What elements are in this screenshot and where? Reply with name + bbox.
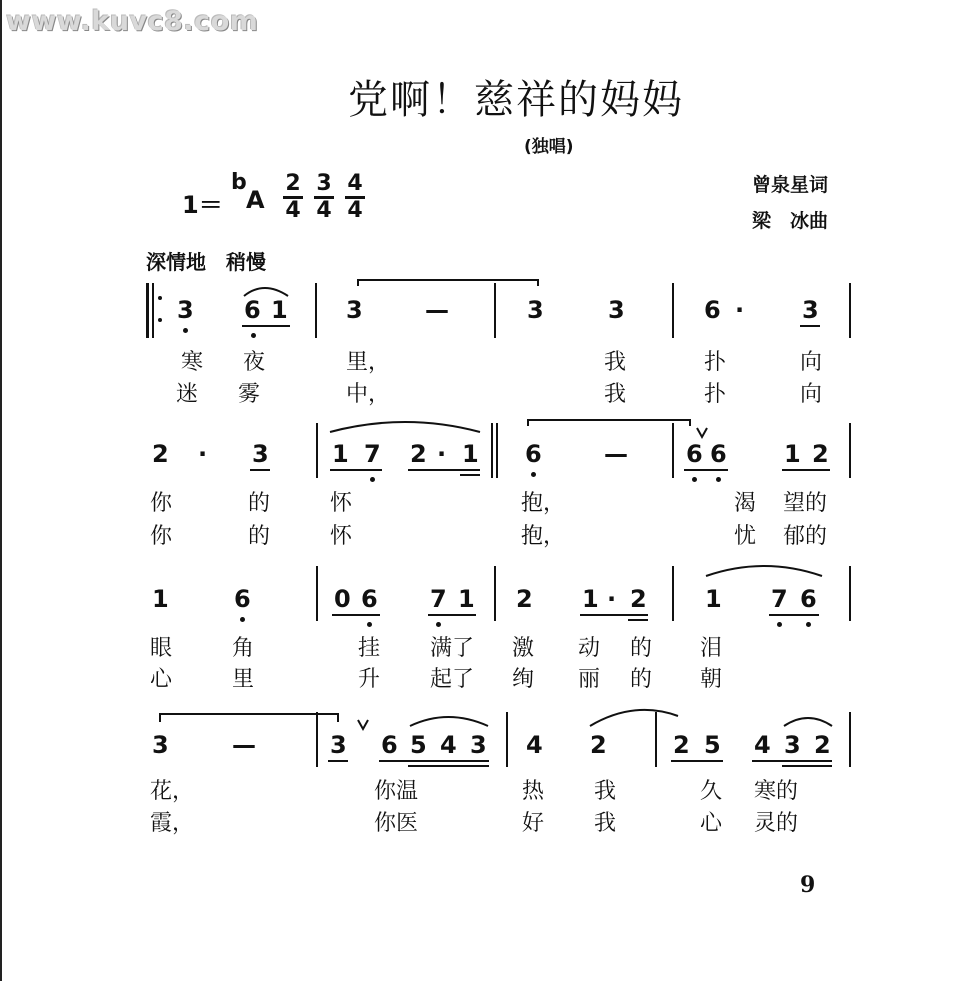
flat-sign: b <box>231 170 247 195</box>
note: 1 <box>458 585 475 613</box>
lyric: 郁的 <box>783 524 828 549</box>
lyric: 望的 <box>783 491 828 516</box>
lyric: 眼 <box>150 636 173 661</box>
note: 6 <box>710 440 727 468</box>
lyric: 里 <box>232 667 255 692</box>
lyric: 灵的 <box>754 811 799 836</box>
lyric: 我 <box>604 350 627 375</box>
tie-bracket <box>358 280 538 286</box>
slur <box>410 717 488 726</box>
lyric: 你 <box>150 491 173 516</box>
dash: — <box>425 296 449 324</box>
time-den: 4 <box>285 198 301 223</box>
note: 3 <box>470 731 487 759</box>
slur <box>784 718 832 726</box>
note: 3 <box>346 296 363 324</box>
lyric: 我 <box>594 779 617 804</box>
note: 3 <box>527 296 544 324</box>
note: 7 <box>364 440 381 468</box>
note: 2 <box>590 731 607 759</box>
lyric: 心 <box>700 811 723 836</box>
note: 4 <box>754 731 771 759</box>
time-num: 4 <box>347 171 363 196</box>
note: 1 <box>332 440 349 468</box>
composer-credit: 梁 冰曲 <box>752 210 829 232</box>
note: 2 <box>814 731 831 759</box>
aug-dot: · <box>735 296 745 324</box>
note: 6 <box>800 585 817 613</box>
lyric: 的 <box>248 491 271 516</box>
note: 3 <box>177 296 194 324</box>
lyric: 你医 <box>374 811 419 836</box>
lyric: 寒 <box>181 350 204 375</box>
time-num: 3 <box>316 171 332 196</box>
dash: — <box>232 731 256 759</box>
time-num: 2 <box>285 171 301 196</box>
note: 1 <box>271 296 288 324</box>
note: 6 <box>244 296 261 324</box>
watermark: www.kuvc8.com <box>6 6 259 37</box>
lyric: 绚 <box>512 667 535 692</box>
lyric: 扑 <box>704 382 727 407</box>
slur <box>706 566 822 576</box>
lyric: 动 <box>578 636 601 661</box>
note: 2 <box>152 440 169 468</box>
lyric: 渴 <box>734 491 757 516</box>
note: 6 <box>361 585 378 613</box>
lyricist-credit: 曾泉星词 <box>752 174 829 196</box>
dash: — <box>604 440 628 468</box>
lyric: 朝 <box>700 667 723 692</box>
note: 3 <box>330 731 347 759</box>
note: 3 <box>802 296 819 324</box>
lyric: 寒的 <box>754 779 799 804</box>
lyric: 霞， <box>150 811 195 836</box>
aug-dot: · <box>607 585 617 613</box>
note: 3 <box>608 296 625 324</box>
lyric: 抱， <box>521 491 566 516</box>
lyric: 泪 <box>700 636 723 661</box>
note: 1 <box>784 440 801 468</box>
lyric: 激 <box>512 636 535 661</box>
note: 2 <box>673 731 690 759</box>
lyric: 扑 <box>704 350 727 375</box>
note: 5 <box>704 731 721 759</box>
note: 7 <box>771 585 788 613</box>
lyric: 好 <box>522 811 545 836</box>
note: 5 <box>410 731 427 759</box>
note: 6 <box>686 440 703 468</box>
time-den: 4 <box>316 198 332 223</box>
lyric: 怀 <box>330 524 353 549</box>
slur <box>244 288 288 296</box>
subtitle: (独唱) <box>524 137 574 157</box>
key-signature: 1＝ <box>182 191 223 219</box>
note: 2 <box>410 440 427 468</box>
note: 6 <box>381 731 398 759</box>
lyric: 向 <box>800 350 823 375</box>
note: 3 <box>252 440 269 468</box>
lyric: 热 <box>522 779 545 804</box>
note: 7 <box>430 585 447 613</box>
time-den: 4 <box>347 198 363 223</box>
lyric: 雾 <box>238 382 261 407</box>
lyric: 夜 <box>243 350 266 375</box>
tie-bracket <box>160 714 338 722</box>
lyric: 心 <box>150 667 173 692</box>
lyric: 向 <box>800 382 823 407</box>
breath-mark <box>358 720 368 729</box>
lyric: 忧 <box>734 524 757 549</box>
lyric: 的 <box>630 667 653 692</box>
slur <box>590 710 678 726</box>
slur <box>330 422 480 432</box>
lyric: 抱， <box>521 524 566 549</box>
note: 4 <box>440 731 457 759</box>
aug-dot: · <box>437 440 447 468</box>
lyric: 丽 <box>578 667 601 692</box>
tempo-marking: 深情地 稍慢 <box>146 250 266 274</box>
lyric: 升 <box>358 667 381 692</box>
lyric: 久 <box>700 779 723 804</box>
breath-mark <box>697 428 707 437</box>
lyric: 里， <box>346 350 391 375</box>
page-number: 9 <box>800 872 816 898</box>
lyric: 起了 <box>430 667 475 692</box>
note: 2 <box>812 440 829 468</box>
lyric: 怀 <box>330 491 353 516</box>
lyric: 你 <box>150 524 173 549</box>
lyric: 满了 <box>430 636 475 661</box>
lyric: 角 <box>232 636 255 661</box>
note: 6 <box>704 296 721 324</box>
lyric: 的 <box>248 524 271 549</box>
lyric: 我 <box>604 382 627 407</box>
aug-dot: · <box>198 440 208 468</box>
song-title: 党啊！慈祥的妈妈 <box>348 77 684 123</box>
note: 6 <box>525 440 542 468</box>
note: 0 <box>334 585 351 613</box>
key-note: A <box>246 186 265 214</box>
lyric: 迷 <box>176 382 199 407</box>
note: 6 <box>234 585 251 613</box>
note: 2 <box>516 585 533 613</box>
note: 3 <box>152 731 169 759</box>
note: 2 <box>630 585 647 613</box>
note: 1 <box>462 440 479 468</box>
lyric: 花， <box>150 779 195 804</box>
tie-bracket <box>528 420 690 426</box>
note: 1 <box>152 585 169 613</box>
lyric: 我 <box>594 811 617 836</box>
note: 4 <box>526 731 543 759</box>
lyric: 挂 <box>358 636 381 661</box>
note: 3 <box>784 731 801 759</box>
lyric: 你温 <box>374 779 419 804</box>
note: 1 <box>705 585 722 613</box>
lyric: 中， <box>346 382 391 407</box>
lyric: 的 <box>630 636 653 661</box>
note: 1 <box>582 585 599 613</box>
